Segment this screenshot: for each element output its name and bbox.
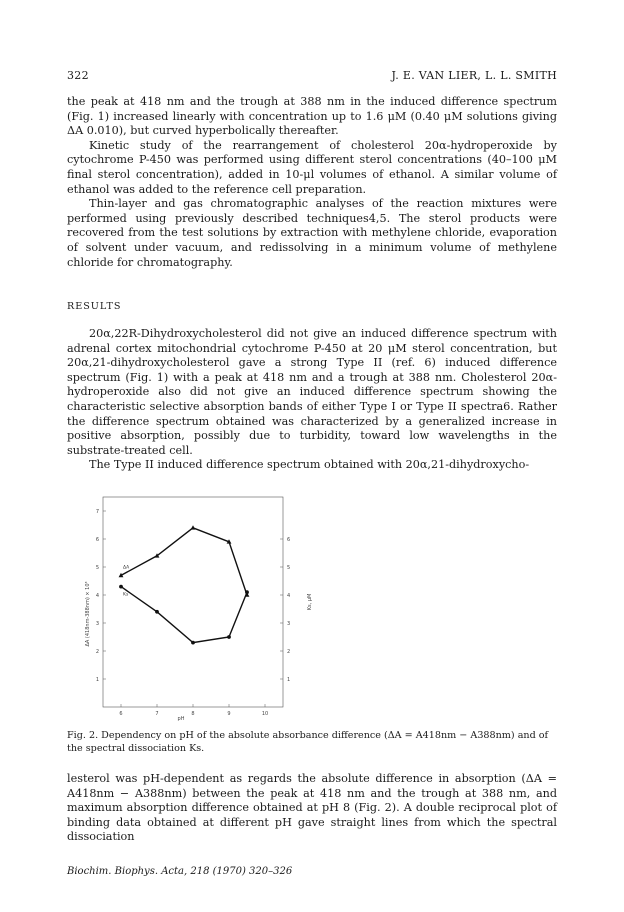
- left-tick-label: 6: [95, 536, 99, 543]
- x-tick-label: 6: [119, 711, 123, 717]
- section-heading: RESULTS: [67, 301, 122, 312]
- series-line-delta-a: [121, 528, 247, 595]
- right-tick-label: 5: [287, 564, 291, 571]
- results-text: [67, 327, 557, 473]
- paragraph: the peak at 418 nm and the trough at 388 nm in the induced difference spectrum (Fig. 1) increased linearly with concentration up to 1.6 μM (0.40 μM solutions giving ΔA 0.010), but curved hyperbolically thereafter.: [67, 95, 557, 138]
- ks-point: [245, 590, 249, 594]
- ks-point: [227, 635, 231, 639]
- right-tick-label: 3: [287, 620, 291, 627]
- left-tick-label: 3: [95, 620, 99, 627]
- right-tick-label: 1: [287, 676, 291, 683]
- journal-reference: Biochim. Biophys. Acta, 218 (1970) 320–326: [67, 866, 293, 877]
- left-tick-label: 2: [95, 648, 99, 655]
- paragraph: 20α,22R-Dihydroxycholesterol did not give an induced difference spectrum with adrenal cortex mitochondrial cytochrome P-450 at 20 μM sterol concentration, but 20α,21-dihydroxycholesterol gave a strong Type II (ref. 6) induced difference spectrum (Fig. 1) with a peak at 418 nm and a trough at 388 nm. Cholesterol 20α-hydroperoxide also did not give an induced difference spectrum showing the characteristic selective absorption bands of either Type I or Type II spectra6. Rather the difference spectrum obtained was characterized by a generalized increase in positive absorption, possibly due to turbidity, toward low wavelengths in the substrate-treated cell.: [67, 327, 557, 457]
- right-axis-label: Ks, μM: [307, 593, 313, 611]
- delta-a-point: [191, 525, 196, 529]
- paragraph: The Type II induced difference spectrum obtained with 20α,21-dihydroxycho-: [89, 458, 530, 472]
- left-axis-label: ΔA (418nm-388nm) × 10³: [85, 581, 91, 647]
- series-label: ΔA: [123, 565, 130, 571]
- figure-caption: Fig. 2. Dependency on pH of the absolute absorbance difference (ΔA = A418nm − A388nm) and of the spectral dissociation Ks.: [67, 730, 549, 754]
- right-tick-label: 2: [287, 648, 291, 655]
- series-line-ks: [121, 587, 247, 643]
- x-tick-label: 10: [261, 711, 269, 717]
- paragraph: Thin-layer and gas chromatographic analyses of the reaction mixtures were performed using previously described techniques4,5. The sterol products were recovered from the test solutions by extraction with methylene chloride, evaporation of solvent under vacuum, and redissolving in a minimum volume of methylene chloride for chromatography.: [67, 197, 557, 269]
- ks-point: [119, 585, 123, 589]
- x-axis-label: pH: [177, 716, 185, 722]
- series-label: Ks: [123, 592, 129, 598]
- right-tick-label: 6: [287, 536, 291, 543]
- x-tick-label: 7: [155, 711, 159, 717]
- paragraph: Kinetic study of the rearrangement of cholesterol 20α-hydroperoxide by cytochrome P-450 was performed using different sterol concentrations (40–100 μM final sterol concentration), added in 10-μl volumes of ethanol. A similar volume of ethanol was added to the reference cell preparation.: [67, 138, 557, 196]
- results-continued: [67, 772, 557, 845]
- left-tick-label: 7: [95, 508, 99, 515]
- paragraph: lesterol was pH-dependent as regards the absolute difference in absorption (ΔA = A418nm − A388nm) between the peak at 418 nm and the trough at 388 nm, and maximum absorption difference obtained at pH 8 (Fig. 2). A double reciprocal plot of binding data obtained at different pH gave straight lines from which the spectral dissociation: [67, 772, 557, 844]
- figure-2-chart: [83, 492, 353, 722]
- left-tick-label: 5: [95, 564, 99, 571]
- left-tick-label: 1: [95, 676, 99, 683]
- x-tick-label: 8: [191, 711, 195, 717]
- right-tick-label: 4: [287, 592, 291, 599]
- ks-point: [155, 610, 159, 614]
- x-tick-label: 9: [227, 711, 231, 717]
- running-authors: J. E. VAN LIER, L. L. SMITH: [391, 69, 557, 82]
- ks-point: [191, 641, 195, 645]
- page-number: 322: [67, 69, 89, 82]
- methods-text: [67, 95, 557, 270]
- left-tick-label: 4: [95, 592, 99, 599]
